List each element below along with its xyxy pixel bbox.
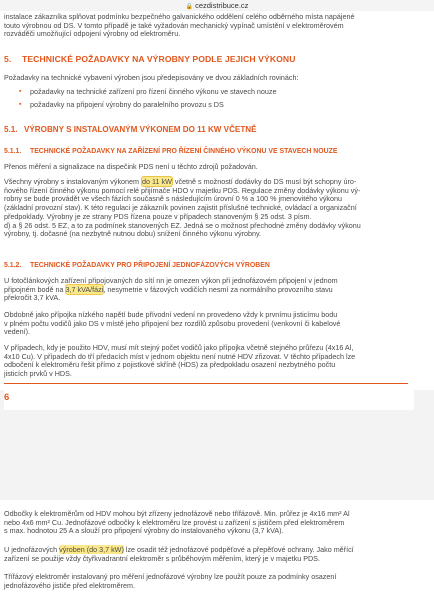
page-gap <box>0 390 434 500</box>
text-line: touto výrobnou od DS. V tomto případě je také vyžadován mechanický vypínač umístění v elektroměrovém <box>4 20 344 30</box>
text-line: překročit 3,7 kVA. <box>4 293 61 303</box>
document-page <box>0 500 434 600</box>
text-span: lze osadit též jednofázové podpěťové a přepěťové ochrany. Jako měřící <box>123 545 354 554</box>
text-line: Obdobně jako přípojka nízkého napětí bude přívodní vedení nn provedeno vždy k prvnímu jisticímu bodu <box>4 310 338 319</box>
text-line: U fotočlánkových zařízení připojovaných do sítí nn je omezen výkon při jednofázovém připojení v jednom <box>4 276 338 285</box>
text-line: odbočení k elektroměru řešit přímo z pojistkové skříně (HDS) za předpokladu osazení nezbytného počtu <box>4 360 336 370</box>
highlighted-text: výroben (do 3,7 kW) <box>59 545 124 554</box>
section-5-heading <box>4 54 416 64</box>
text-line: Požadavky na technické vybavení výroben jsou předepisovány ve dvou základních rovinách: <box>4 73 299 82</box>
url-text: cezdistribuce.cz <box>195 1 249 10</box>
page-number: 6 <box>4 392 10 403</box>
text-line: V případech, kdy je použito HDV, musí mít stejný počet vodičů jako přípojka včetně stejného průřezu (4x16 Al, <box>4 343 354 352</box>
section-5-bullet-list <box>4 88 416 109</box>
text-line: předpoklady. Výrobny je ze strany PDS řízena pouze v případech stanoveným § 25 odst. 3 písm. <box>4 211 312 221</box>
section-5-1-1-paragraph-1 <box>4 163 416 172</box>
text-line: výrobny, tj. dočasné (na nezbytně nutnou dobu) snížení činného výkonu výrobny. <box>4 229 262 239</box>
intro-paragraph <box>4 13 416 39</box>
lock-icon: 🔒 <box>185 4 194 10</box>
text-line: rozváděči umožňující odpojení výrobny od elektroměru. <box>4 29 181 39</box>
section-5-1-2-paragraph-3 <box>4 344 416 379</box>
document-page <box>0 11 434 390</box>
text-line: jisticích prvků v HDS. <box>4 369 72 379</box>
text-line: s max. hodnotou 25 A a slouží pro připojení výrobny do instalovaného výkonu (3,7 kVA). <box>4 526 284 536</box>
list-item: ▪ požadavky na technické zařízení pro řízení činného výkonu ve stavech nouze <box>4 88 416 97</box>
text-line: jednofázového jističe před elektroměrem. <box>4 580 136 590</box>
section-5-1-2-paragraph-1 <box>4 277 416 303</box>
list-item: ▪ požadavky na připojení výrobny do paralelního provozu s DS <box>4 101 416 110</box>
page-footer <box>4 390 414 410</box>
section-5-1-1-heading <box>4 148 416 155</box>
text-line: nebo 4x6 mm² Cu. Jednofázové odbočky k elektroměru lze provést u zařízení s jističem před elektroměrem <box>4 517 345 527</box>
text-line: instalace zákazníka splňovat podmínku bezpečného galvanického oddělení celého odběrného místa napájené <box>4 12 355 21</box>
text-line: (základní provozní stav). K této regulaci je zákazník povinen zajistit příslušné technické, ovládací a organizační <box>4 203 357 213</box>
highlighted-text: 3,7 kVA/fázi <box>65 284 104 294</box>
section-title: VÝROBNY S INSTALOVANÝM VÝKONEM DO 11 KW VČETNĚ <box>24 125 257 134</box>
section-5-1-2-heading <box>4 262 416 269</box>
page2-paragraph-2 <box>4 546 416 563</box>
section-number: 5.1.2. <box>4 262 22 269</box>
section-5-intro <box>4 74 416 83</box>
text-span: včetně s možností dodávky do DS musí být schopny úro- <box>172 177 357 186</box>
text-line: zařízení se použije vždy čtyřkvadrantní elektroměr s průběhovým měřením, který je v majetku PDS. <box>4 553 320 563</box>
text-span: , nesymetrie v fázových vodičích nesmí za normálního provozního stavu <box>103 284 333 294</box>
text-line: vedení). <box>4 327 30 337</box>
text-span: Všechny výrobny s instalovaným výkonem <box>4 177 142 186</box>
section-title: TECHNICKÉ POŽADAVKY NA ZAŘÍZENÍ PRO ŘÍZENÍ ČINNÉHO VÝKONU VE STAVECH NOUZE <box>30 148 338 155</box>
text-span: připojném bodě na <box>4 284 66 294</box>
text-line: ňového řízení činného výkonu pomocí relé přijímače HDO v majetku PDS. Regulace změny dodávky výkonu vý- <box>4 185 361 195</box>
text-line: 4x10 Cu). V případech do tří předacích míst v jednom objektu není nutné HDV zřizovat. V těchto případech lze <box>4 351 356 361</box>
highlighted-text: do 11 kW <box>142 177 172 186</box>
text-line: Odbočky k elektroměrům od HDV mohou být zřízeny jednofázově nebo třífázově. Min. průřez je 4x16 mm² Al <box>4 509 350 518</box>
section-title: TECHNICKÉ POŽADAVKY NA VÝROBNY PODLE JEJICH VÝKONU <box>22 54 296 64</box>
section-number: 5.1.1. <box>4 148 22 155</box>
page2-paragraph-1 <box>4 510 416 536</box>
text-line: v plném počtu vodičů jako DS v místě jeho připojení bez rozdílů způsobu provedení (venkovní či kabelové <box>4 318 341 328</box>
section-5-1-1-paragraph-2 <box>4 178 416 239</box>
footer-divider <box>4 383 408 384</box>
text-line: d) a § 26 odst. 5 EZ, a to za podmínek stanovených EZ. Jedná se o možnost přechodné změny dodávky výkonu <box>4 220 361 230</box>
text-span: U jednofázových <box>4 545 60 554</box>
text-line: Třífázový elektroměr instalovaný pro měření jednofázové výrobny lze použít pouze za podmínky osazení <box>4 572 337 581</box>
section-5-1-heading <box>4 125 416 134</box>
section-title: TECHNICKÉ POŽADAVKY PRO PŘIPOJENÍ JEDNOFÁZOVÝCH VÝROBEN <box>30 262 270 269</box>
text-line: robny se bude provádět ve všech fázích současně s následujícím úrovní 0 % a 100 % jmenovitého výkonu <box>4 194 343 204</box>
section-5-1-2-paragraph-2 <box>4 311 416 337</box>
section-number: 5. <box>4 54 12 64</box>
browser-url-bar[interactable] <box>0 0 434 11</box>
page2-paragraph-3 <box>4 573 416 590</box>
section-number: 5.1. <box>4 125 18 134</box>
text-line <box>4 286 416 295</box>
text-line: Přenos měření a signalizace na dispečink PDS není u těchto zdrojů požadován. <box>4 162 258 171</box>
